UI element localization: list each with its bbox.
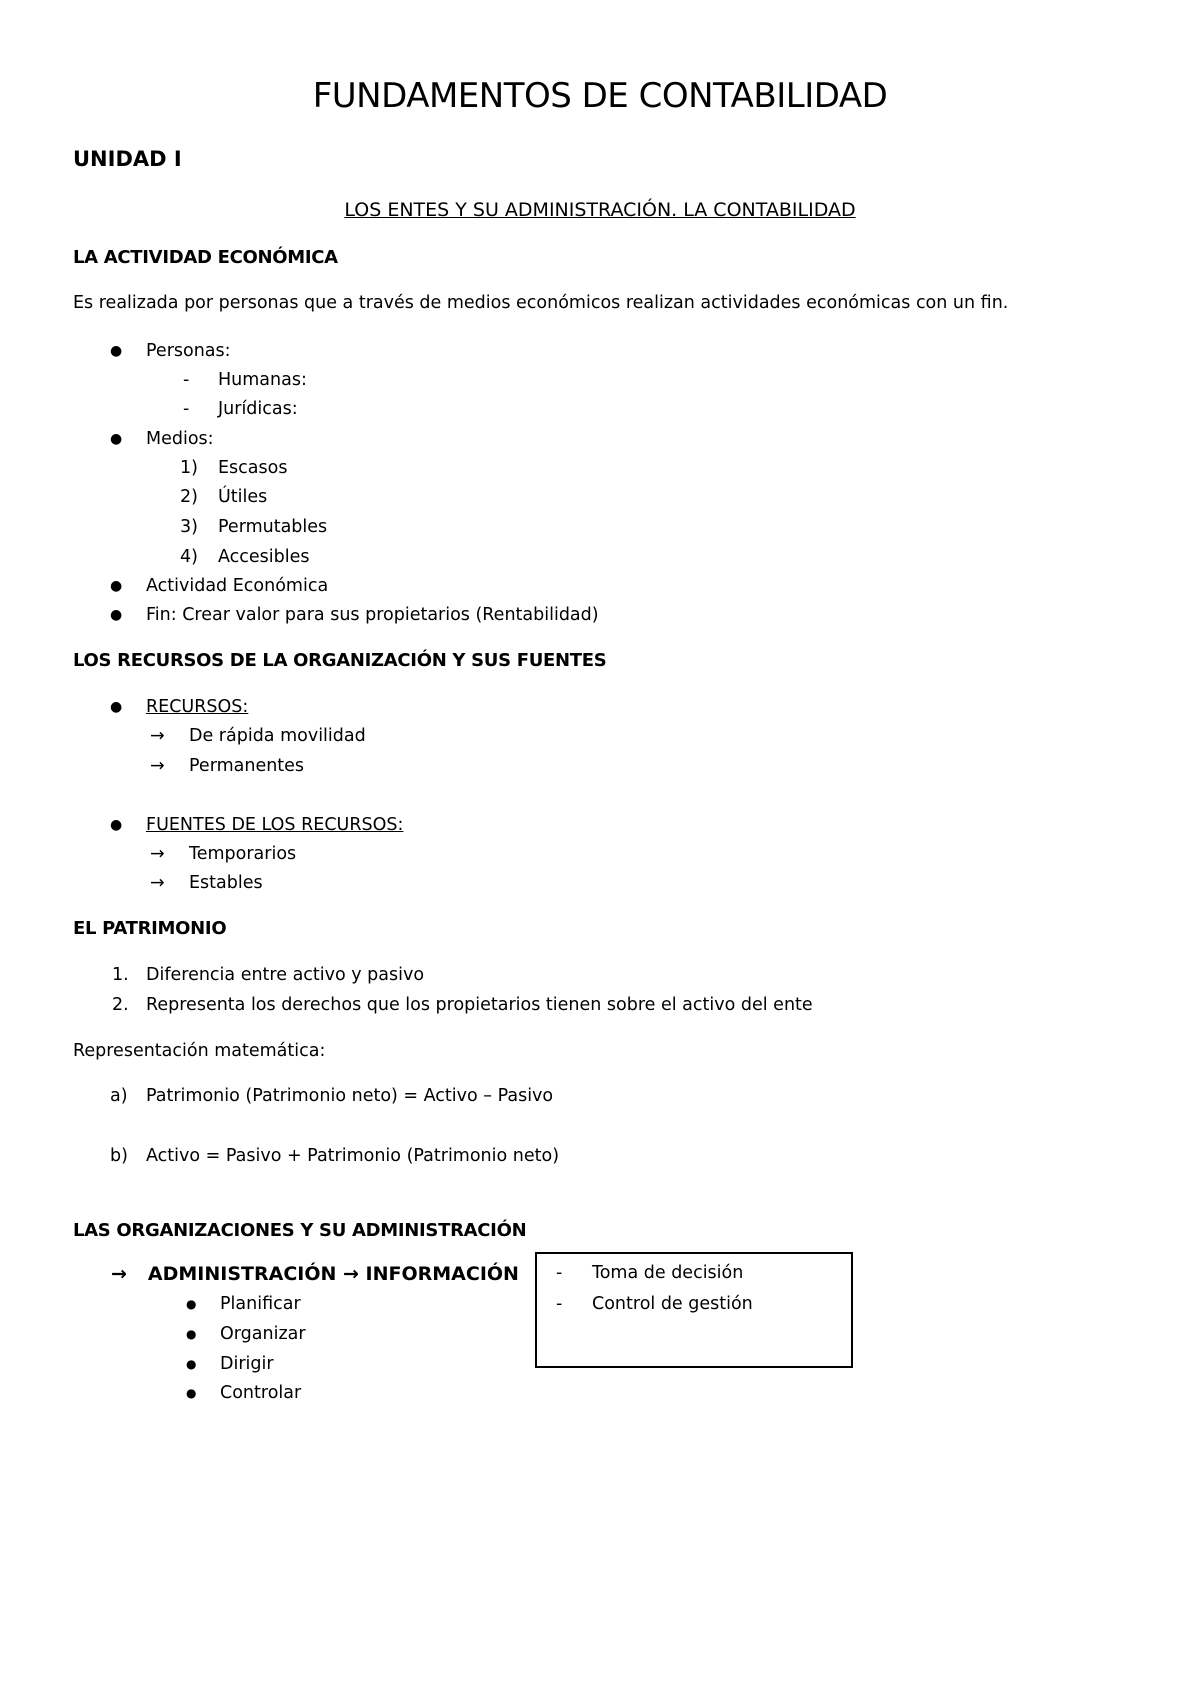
list-letter: a) (110, 1086, 128, 1106)
list-item-diferencia: Diferencia entre activo y pasivo (146, 965, 425, 985)
representacion-label: Representación matemática: (73, 1041, 326, 1061)
list-item-fuentes: FUENTES DE LOS RECURSOS: (146, 815, 404, 835)
bullet-icon: ● (110, 817, 123, 833)
arrow-right-icon: → (111, 1263, 127, 1285)
dash-icon: - (183, 370, 190, 390)
list-item-planificar: Planificar (220, 1294, 301, 1314)
formula-b: Activo = Pasivo + Patrimonio (Patrimonio neto) (146, 1146, 560, 1166)
list-item-representa: Representa los derechos que los propietarios tienen sobre el activo del ente (146, 995, 813, 1015)
arrow-right-icon: → (150, 756, 165, 776)
list-item-humanas: Humanas: (218, 370, 307, 390)
arrow-right-icon: → (150, 873, 165, 893)
list-number: 2) (180, 487, 198, 507)
list-item-rapida: De rápida movilidad (189, 726, 366, 746)
box-item-control: Control de gestión (592, 1294, 753, 1314)
intro-paragraph: Es realizada por personas que a través de medios económicos realizan actividades económicas con un fin. (73, 293, 1009, 313)
list-item-fin: Fin: Crear valor para sus propietarios (Rentabilidad) (146, 605, 599, 625)
subtitle-text: LOS ENTES Y SU ADMINISTRACIÓN. LA CONTABILIDAD (344, 199, 856, 221)
list-item-accesibles: Accesibles (218, 547, 310, 567)
formula-a: Patrimonio (Patrimonio neto) = Activo – Pasivo (146, 1086, 554, 1106)
bullet-icon: ● (186, 1386, 197, 1400)
list-item-dirigir: Dirigir (220, 1354, 274, 1374)
document-title: FUNDAMENTOS DE CONTABILIDAD (312, 76, 888, 116)
list-item-utiles: Útiles (218, 487, 268, 507)
list-item-permutables: Permutables (218, 517, 328, 537)
list-item-recursos: RECURSOS: (146, 697, 249, 717)
list-item-temporarios: Temporarios (189, 844, 297, 864)
bullet-icon: ● (110, 343, 123, 359)
bullet-icon: ● (186, 1297, 197, 1311)
list-number: 1) (180, 458, 198, 478)
section-heading-recursos: LOS RECURSOS DE LA ORGANIZACIÓN Y SUS FUENTES (73, 650, 607, 671)
section-heading-patrimonio: EL PATRIMONIO (73, 918, 227, 939)
unit-label: UNIDAD I (73, 147, 182, 171)
list-item-personas: Personas: (146, 341, 231, 361)
bullet-icon: ● (186, 1327, 197, 1341)
bullet-icon: ● (186, 1357, 197, 1371)
dash-icon: - (556, 1294, 563, 1314)
bullet-icon: ● (110, 578, 123, 594)
list-item-juridicas: Jurídicas: (218, 399, 298, 419)
list-item-escasos: Escasos (218, 458, 288, 478)
section-heading-organizaciones: LAS ORGANIZACIONES Y SU ADMINISTRACIÓN (73, 1220, 527, 1241)
list-number: 3) (180, 517, 198, 537)
arrow-right-icon: → (150, 726, 165, 746)
bullet-icon: ● (110, 431, 123, 447)
document-subtitle (0, 199, 1200, 221)
arrow-right-icon: → (150, 844, 165, 864)
list-letter: b) (110, 1146, 128, 1166)
list-number: 2. (112, 995, 129, 1015)
dash-icon: - (183, 399, 190, 419)
admin-label: ADMINISTRACIÓN → INFORMACIÓN (147, 1263, 519, 1285)
list-number: 4) (180, 547, 198, 567)
dash-icon: - (556, 1263, 563, 1283)
list-item-controlar: Controlar (220, 1383, 302, 1403)
list-item-medios: Medios: (146, 429, 214, 449)
section-heading-actividad: LA ACTIVIDAD ECONÓMICA (73, 247, 338, 268)
bullet-icon: ● (110, 699, 123, 715)
admin-line (111, 1263, 519, 1285)
list-item-organizar: Organizar (220, 1324, 306, 1344)
bullet-icon: ● (110, 607, 123, 623)
list-number: 1. (112, 965, 129, 985)
box-item-toma: Toma de decisión (592, 1263, 744, 1283)
list-item-actividad: Actividad Económica (146, 576, 329, 596)
list-item-estables: Estables (189, 873, 263, 893)
list-item-permanentes: Permanentes (189, 756, 305, 776)
